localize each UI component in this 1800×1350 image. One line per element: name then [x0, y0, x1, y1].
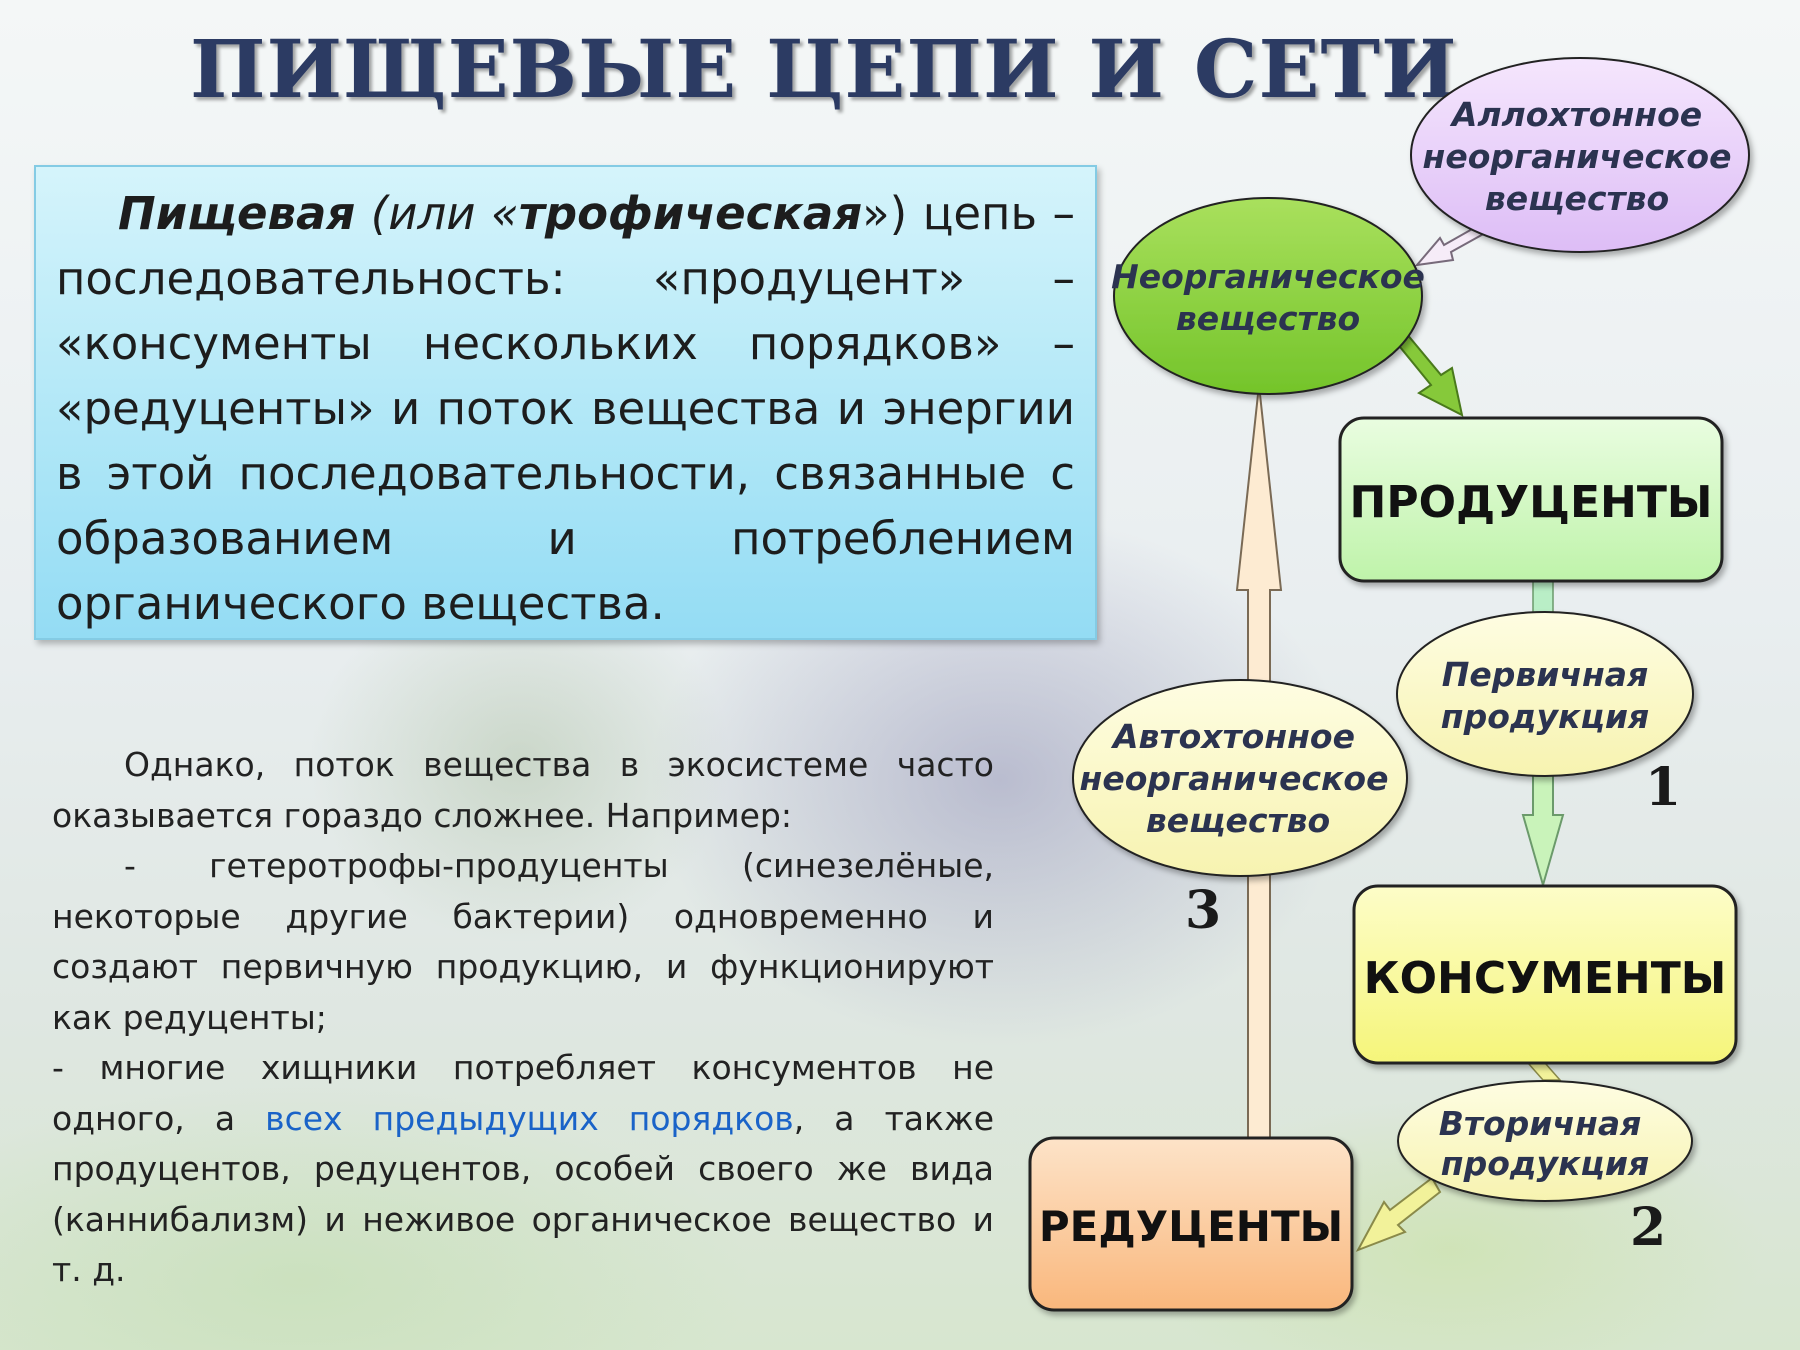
body-p3-link[interactable]: всех предыдущих порядков [265, 1098, 794, 1138]
inorganic-node [1111, 198, 1425, 394]
body-paragraph-2: - гетеротрофы-продуценты (синезелёные, некоторые другие бактерии) одновременно и создают первичную продукцию, и функционируют как редуценты; [52, 846, 994, 1037]
secondary-label-1: Вторичная [1438, 1104, 1642, 1143]
reducers-label: РЕДУЦЕНТЫ [1038, 1202, 1344, 1251]
connector-producers-primary [1533, 580, 1553, 615]
reducers-node [1030, 1138, 1352, 1310]
number-2: 2 [1630, 1197, 1667, 1258]
allochthonous-label-1: Аллохтонное [1451, 95, 1703, 134]
primary-label-1: Первичная [1441, 655, 1649, 694]
arrow-inorganic-to-producers [1396, 333, 1462, 415]
definition-or-open: (или « [355, 187, 519, 240]
producers-label: ПРОДУЦЕНТЫ [1349, 477, 1713, 528]
inorganic-label-1: Неорганическое [1111, 257, 1425, 296]
number-1: 1 [1645, 757, 1682, 818]
secondary-label-2: продукция [1440, 1144, 1650, 1183]
autochthonous-node [1073, 680, 1407, 876]
primary-production-node [1397, 612, 1693, 776]
consumers-label: КОНСУМЕНТЫ [1363, 953, 1727, 1004]
autochthonous-label-1: Автохтонное [1113, 717, 1355, 756]
producers-node [1340, 418, 1722, 581]
body-p3-start: - многие хищники потребляет консументов не одного, а [52, 1048, 994, 1138]
arrow-primary-to-consumers [1523, 775, 1563, 885]
definition-rest: ») цепь – последовательность: «продуцент» – «консументы нескольких порядков» – «редуценты» и поток вещества и энергии в этой последовательности, связанные с образованием и потреблением органического вещества. [56, 187, 1075, 630]
allochthonous-node [1411, 58, 1749, 252]
inorganic-label-2: вещество [1175, 299, 1361, 338]
autochthonous-label-3: вещество [1145, 801, 1331, 840]
allochthonous-label-2: неорганическое [1422, 137, 1732, 176]
connector-consumers-secondary [1528, 1063, 1560, 1080]
number-3: 3 [1185, 880, 1222, 941]
arrow-secondary-to-reducers [1358, 1178, 1440, 1250]
allochthonous-label-3: вещество [1484, 179, 1670, 218]
body-p3-end: , а также продуцентов, редуцентов, особей своего же вида (каннибализм) и неживое органическое вещество и т. д. [52, 1098, 994, 1289]
primary-label-2: продукция [1440, 697, 1650, 736]
page-title: ПИЩЕВЫЕ ЦЕПИ И СЕТИ [190, 22, 1458, 116]
body-paragraph-1: Однако, поток вещества в экосистеме часто оказывается гораздо сложнее. Например: [52, 745, 994, 835]
consumers-node [1354, 886, 1736, 1063]
secondary-production-node [1398, 1081, 1692, 1201]
autochthonous-label-2: неорганическое [1079, 759, 1389, 798]
definition-term: Пищевая [118, 187, 356, 240]
definition-term-alt: трофическая [518, 187, 863, 240]
